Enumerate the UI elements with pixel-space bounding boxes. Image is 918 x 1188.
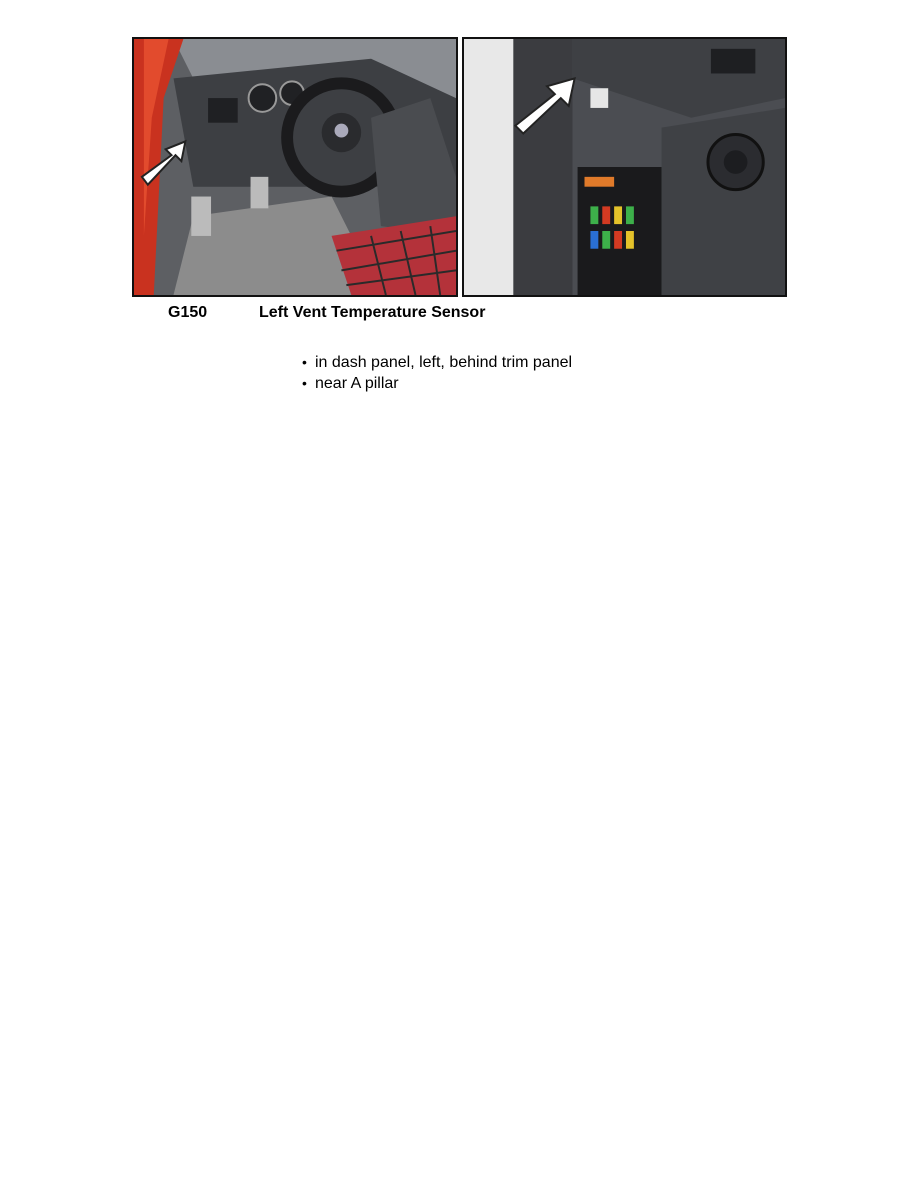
dash-fuse-panel-photo	[462, 37, 787, 297]
driver-interior-illustration	[134, 39, 456, 295]
location-text: in dash panel, left, behind trim panel	[315, 354, 573, 371]
dash-fuse-panel-illustration	[464, 39, 785, 295]
list-item	[302, 373, 572, 394]
list-item	[302, 352, 572, 373]
component-title: Left Vent Temperature Sensor	[259, 304, 486, 321]
bullet-icon: •	[302, 375, 307, 391]
driver-interior-photo	[132, 37, 458, 297]
location-text: near A pillar	[315, 375, 399, 392]
bullet-icon: •	[302, 354, 307, 370]
component-code: G150	[168, 304, 208, 321]
location-list	[302, 352, 572, 394]
